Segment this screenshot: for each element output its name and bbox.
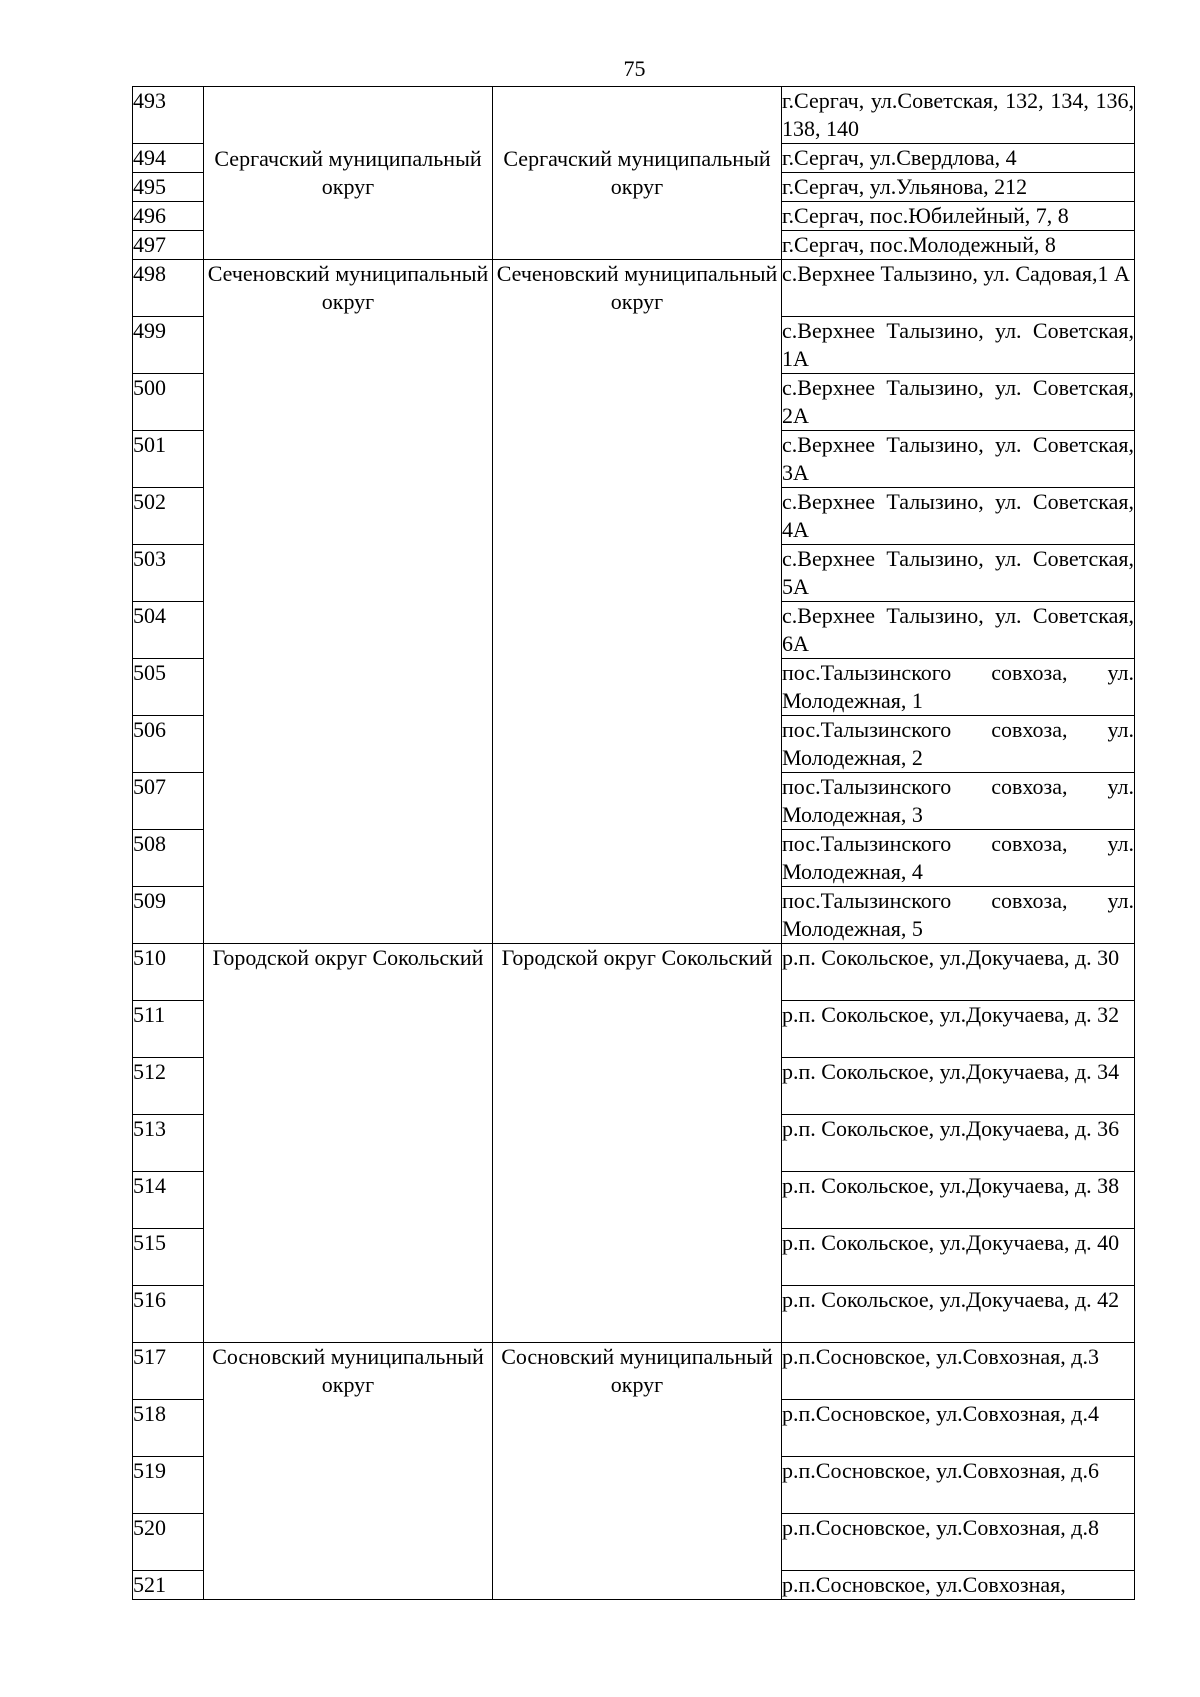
address-cell: г.Сергач, пос.Молодежный, 8 <box>782 231 1135 260</box>
row-number: 501 <box>133 431 204 488</box>
district-cell: Сосновский муниципальный округ <box>204 1343 493 1600</box>
row-number: 507 <box>133 773 204 830</box>
address-cell: с.Верхнее Талызино, ул. Советская, 2А <box>782 374 1135 431</box>
district-cell: Городской округ Сокольский <box>204 944 493 1343</box>
row-number: 514 <box>133 1172 204 1229</box>
row-number: 505 <box>133 659 204 716</box>
address-cell: г.Сергач, ул.Советская, 132, 134, 136, 138, 140 <box>782 87 1135 144</box>
address-cell: пос.Талызинского совхоза, ул. Молодежная, 2 <box>782 716 1135 773</box>
address-cell: с.Верхнее Талызино, ул. Садовая,1 А <box>782 260 1135 317</box>
row-number: 509 <box>133 887 204 944</box>
address-cell: р.п. Сокольское, ул.Докучаева, д. 32 <box>782 1001 1135 1058</box>
page-number: 75 <box>623 56 646 81</box>
row-number: 506 <box>133 716 204 773</box>
row-number: 513 <box>133 1115 204 1172</box>
address-cell: г.Сергач, ул.Свердлова, 4 <box>782 144 1135 173</box>
row-number: 504 <box>133 602 204 659</box>
table-row <box>133 1343 1135 1400</box>
address-cell: с.Верхнее Талызино, ул. Советская, 3А <box>782 431 1135 488</box>
address-cell: с.Верхнее Талызино, ул. Советская, 6А <box>782 602 1135 659</box>
row-number: 508 <box>133 830 204 887</box>
row-number: 521 <box>133 1571 204 1600</box>
row-number: 494 <box>133 144 204 173</box>
address-cell: пос.Талызинского совхоза, ул. Молодежная, 3 <box>782 773 1135 830</box>
row-number: 515 <box>133 1229 204 1286</box>
row-number: 519 <box>133 1457 204 1514</box>
municipality-cell: Сеченовский муниципальный округ <box>493 260 782 944</box>
row-number: 511 <box>133 1001 204 1058</box>
address-table <box>132 86 1135 1600</box>
address-cell: р.п. Сокольское, ул.Докучаева, д. 34 <box>782 1058 1135 1115</box>
row-number: 510 <box>133 944 204 1001</box>
address-cell: р.п. Сокольское, ул.Докучаева, д. 30 <box>782 944 1135 1001</box>
table-row <box>133 944 1135 1001</box>
row-number: 499 <box>133 317 204 374</box>
district-cell: Сергачский муниципальный округ <box>204 87 493 260</box>
address-cell: р.п.Сосновское, ул.Совхозная, д.8 <box>782 1514 1135 1571</box>
address-cell: р.п.Сосновское, ул.Совхозная, д.4 <box>782 1400 1135 1457</box>
row-number: 518 <box>133 1400 204 1457</box>
address-cell: с.Верхнее Талызино, ул. Советская, 5А <box>782 545 1135 602</box>
municipality-cell: Городской округ Сокольский <box>493 944 782 1343</box>
address-cell: пос.Талызинского совхоза, ул. Молодежная, 4 <box>782 830 1135 887</box>
address-cell: р.п.Сосновское, ул.Совхозная, д.3 <box>782 1343 1135 1400</box>
row-number: 503 <box>133 545 204 602</box>
row-number: 517 <box>133 1343 204 1400</box>
row-number: 498 <box>133 260 204 317</box>
address-cell: р.п. Сокольское, ул.Докучаева, д. 42 <box>782 1286 1135 1343</box>
address-cell: р.п. Сокольское, ул.Докучаева, д. 40 <box>782 1229 1135 1286</box>
row-number: 512 <box>133 1058 204 1115</box>
district-cell: Сеченовский муниципальный округ <box>204 260 493 944</box>
municipality-cell: Сосновский муниципальный округ <box>493 1343 782 1600</box>
row-number: 516 <box>133 1286 204 1343</box>
row-number: 520 <box>133 1514 204 1571</box>
address-cell: г.Сергач, ул.Ульянова, 212 <box>782 173 1135 202</box>
row-number: 493 <box>133 87 204 144</box>
address-cell: р.п.Сосновское, ул.Совхозная, д.6 <box>782 1457 1135 1514</box>
row-number: 495 <box>133 173 204 202</box>
row-number: 497 <box>133 231 204 260</box>
address-cell: г.Сергач, пос.Юбилейный, 7, 8 <box>782 202 1135 231</box>
address-cell: р.п. Сокольское, ул.Докучаева, д. 36 <box>782 1115 1135 1172</box>
address-cell: р.п. Сокольское, ул.Докучаева, д. 38 <box>782 1172 1135 1229</box>
address-cell: р.п.Сосновское, ул.Совхозная, <box>782 1571 1135 1600</box>
table-row <box>133 260 1135 317</box>
address-cell: с.Верхнее Талызино, ул. Советская, 1А <box>782 317 1135 374</box>
municipality-cell: Сергачский муниципальный округ <box>493 87 782 260</box>
table-row <box>133 87 1135 144</box>
address-cell: с.Верхнее Талызино, ул. Советская, 4А <box>782 488 1135 545</box>
address-cell: пос.Талызинского совхоза, ул. Молодежная, 1 <box>782 659 1135 716</box>
row-number: 500 <box>133 374 204 431</box>
row-number: 502 <box>133 488 204 545</box>
row-number: 496 <box>133 202 204 231</box>
address-cell: пос.Талызинского совхоза, ул. Молодежная, 5 <box>782 887 1135 944</box>
